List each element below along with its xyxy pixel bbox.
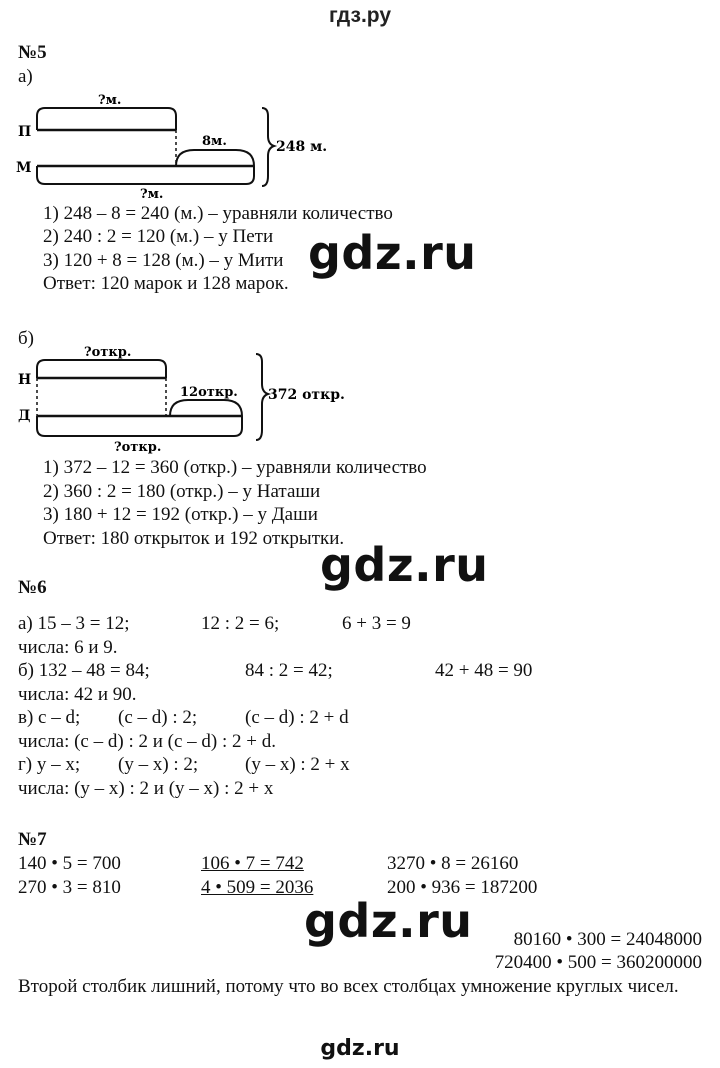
equation-underlined: 106 • 7 = 742 bbox=[201, 853, 304, 874]
task-number: №6 bbox=[18, 577, 47, 598]
watermark: gdz.ru bbox=[320, 538, 489, 592]
diagram-label: П bbox=[18, 124, 32, 140]
solution-line: 2) 240 : 2 = 120 (м.) – у Пети bbox=[43, 226, 274, 247]
task-number: №7 bbox=[18, 829, 47, 850]
answer-line: Ответ: 120 марок и 128 марок. bbox=[43, 273, 289, 294]
equation: (y – x) : 2 + x bbox=[245, 754, 350, 775]
task-number: №5 bbox=[18, 42, 47, 63]
diagram-label: 248 м. bbox=[276, 139, 328, 155]
equation: в) c – d; bbox=[18, 707, 81, 728]
equation: 42 + 48 = 90 bbox=[435, 660, 533, 681]
conclusion-text: Второй столбик лишний, потому что во всех столбцах умножение круглых чисел. bbox=[18, 976, 679, 997]
site-header: гдз.ру bbox=[328, 4, 392, 27]
segment-diagram-a bbox=[0, 90, 360, 200]
diagram-label: ?откр. bbox=[84, 345, 132, 360]
diagram-label: Д bbox=[18, 408, 31, 424]
diagram-label: Н bbox=[18, 372, 32, 388]
solution-line: 3) 180 + 12 = 192 (откр.) – у Даши bbox=[43, 504, 318, 525]
answer-line: Ответ: 180 открыток и 192 открытки. bbox=[43, 528, 345, 549]
equation: 6 + 3 = 9 bbox=[342, 613, 411, 634]
equation: г) y – x; bbox=[18, 754, 81, 775]
equation: (c – d) : 2 + d bbox=[245, 707, 349, 728]
equation: 720400 • 500 = 360200000 bbox=[494, 952, 702, 973]
diagram-label: 12откр. bbox=[180, 385, 238, 400]
equation: 140 • 5 = 700 bbox=[18, 853, 121, 874]
equation: (y – x) : 2; bbox=[118, 754, 199, 775]
watermark: gdz.ru bbox=[304, 894, 473, 948]
answer-line: числа: (y – x) : 2 и (y – x) : 2 + x bbox=[18, 778, 274, 799]
equation: (c – d) : 2; bbox=[118, 707, 198, 728]
equation: 80160 • 300 = 24048000 bbox=[513, 929, 702, 950]
equation: 200 • 936 = 187200 bbox=[387, 877, 538, 898]
diagram-label: ?откр. bbox=[114, 440, 162, 454]
equation: б) 132 – 48 = 84; bbox=[18, 660, 150, 681]
equation: а) 15 – 3 = 12; bbox=[18, 613, 130, 634]
diagram-label: ?м. bbox=[140, 187, 164, 200]
segment-diagram-b bbox=[0, 344, 360, 454]
solution-line: 1) 372 – 12 = 360 (откр.) – уравняли количество bbox=[43, 457, 427, 478]
part-label: б) bbox=[18, 328, 34, 349]
equation: 84 : 2 = 42; bbox=[245, 660, 333, 681]
answer-line: числа: 6 и 9. bbox=[18, 637, 118, 658]
part-label: а) bbox=[18, 66, 33, 87]
answer-line: числа: (c – d) : 2 и (c – d) : 2 + d. bbox=[18, 731, 276, 752]
solution-line: 3) 120 + 8 = 128 (м.) – у Мити bbox=[43, 250, 284, 271]
equation: 3270 • 8 = 26160 bbox=[387, 853, 519, 874]
diagram-label: 372 откр. bbox=[268, 387, 345, 403]
site-footer: gdz.ru bbox=[320, 1036, 400, 1061]
solution-line: 1) 248 – 8 = 240 (м.) – уравняли количество bbox=[43, 203, 393, 224]
equation-underlined: 4 • 509 = 2036 bbox=[201, 877, 314, 898]
equation: 270 • 3 = 810 bbox=[18, 877, 121, 898]
equation: 12 : 2 = 6; bbox=[201, 613, 280, 634]
watermark: gdz.ru bbox=[308, 226, 477, 280]
diagram-label: ?м. bbox=[98, 93, 122, 108]
solution-line: 2) 360 : 2 = 180 (откр.) – у Наташи bbox=[43, 481, 321, 502]
diagram-label: 8м. bbox=[202, 134, 227, 149]
answer-line: числа: 42 и 90. bbox=[18, 684, 137, 705]
diagram-label: М bbox=[16, 160, 32, 176]
